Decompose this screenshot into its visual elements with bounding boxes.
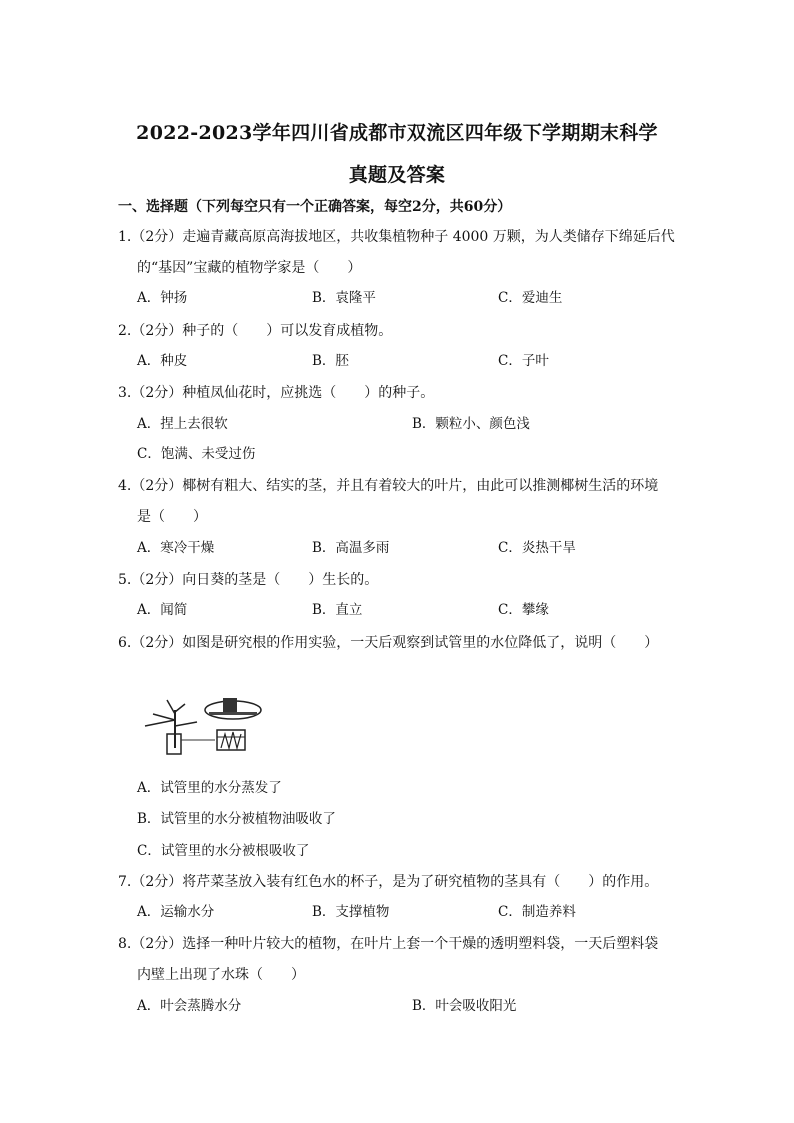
page-title-line2: 真题及答案	[348, 164, 446, 186]
page-title-line1: 2022-2023学年四川省成都市双流区四年级下学期期末科学	[136, 122, 658, 144]
question-2-option-b: B．胚	[312, 353, 349, 369]
question-4-option-c: C．炎热干旱	[498, 540, 576, 556]
question-6-option-b: B．试管里的水分被植物油吸收了	[137, 811, 336, 827]
question-1-option-b: B．袁隆平	[312, 290, 376, 306]
question-3-option-a: A．捏上去很软	[137, 416, 228, 432]
question-4-stem-line1: 4.（2分）椰树有粗大、结实的茎，并且有着较大的叶片，由此可以推测椰树生活的环境	[118, 478, 659, 494]
question-8-stem-line1: 8.（2分）选择一种叶片较大的植物，在叶片上套一个干燥的透明塑料袋，一天后塑料袋	[118, 936, 659, 952]
question-8-option-b: B．叶会吸收阳光	[412, 998, 517, 1014]
question-7-option-c: C．制造养料	[498, 904, 576, 920]
question-8-option-a: A．叶会蒸腾水分	[137, 998, 242, 1014]
question-8-stem-line2: 内壁上出现了水珠（ ）	[137, 967, 305, 983]
question-7-option-a: A．运输水分	[137, 904, 215, 920]
question-1-stem-line1: 1.（2分）走遍青藏高原高海拔地区，共收集植物种子 4000 万颗，为人类储存下绵延后代	[118, 229, 675, 245]
question-4-option-b: B．高温多雨	[312, 540, 390, 556]
question-5-stem: 5.（2分）向日葵的茎是（ ）生长的。	[118, 572, 379, 588]
question-7-stem: 7.（2分）将芹菜茎放入装有红色水的杯子，是为了研究植物的茎具有（ ）的作用。	[118, 874, 659, 890]
question-3-option-c: C．饱满、未受过伤	[137, 446, 256, 462]
question-1-option-a: A．钟扬	[137, 290, 188, 306]
question-1-stem-line2: 的“基因”宝藏的植物学家是（ ）	[137, 260, 362, 276]
question-2-stem: 2.（2分）种子的（ ）可以发育成植物。	[118, 323, 393, 339]
question-6-option-a: A．试管里的水分蒸发了	[137, 780, 282, 796]
question-2-option-c: C．子叶	[498, 353, 549, 369]
question-4-option-a: A．寒冷干燥	[137, 540, 215, 556]
section-heading: 一、选择题（下列每空只有一个正确答案，每空2分，共60分）	[118, 199, 512, 215]
question-3-option-b: B．颗粒小、颜色浅	[412, 416, 530, 432]
question-1-option-c: C．爱迪生	[498, 290, 563, 306]
question-5-option-b: B．直立	[312, 602, 363, 618]
question-4-stem-line2: 是（ ）	[137, 509, 207, 525]
question-2-option-a: A．种皮	[137, 353, 188, 369]
question-3-stem: 3.（2分）种植凤仙花时，应挑选（ ）的种子。	[118, 385, 435, 401]
question-6-stem: 6.（2分）如图是研究根的作用实验，一天后观察到试管里的水位降低了，说明（ ）	[118, 635, 659, 651]
question-7-option-b: B．支撑植物	[312, 904, 390, 920]
question-5-option-c: C．攀缘	[498, 602, 549, 618]
question-5-option-a: A．闻简	[137, 602, 188, 618]
root-experiment-diagram	[137, 690, 277, 755]
question-6-option-c: C．试管里的水分被根吸收了	[137, 843, 310, 859]
